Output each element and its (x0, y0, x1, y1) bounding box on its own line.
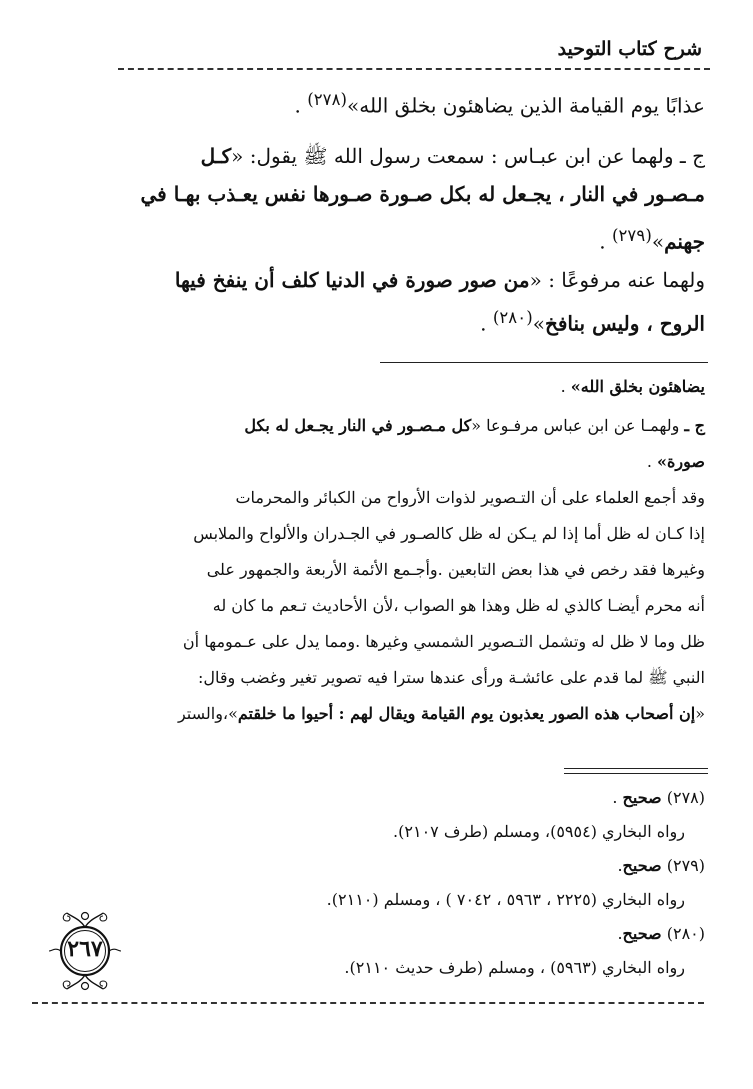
footnote-2-end: . (617, 856, 623, 875)
footnote-1-grade: صحيح (622, 788, 662, 807)
commentary-line-3: صورة» . (646, 452, 705, 471)
commentary-line-4: وقد أجمع العلماء على أن التـصوير لذوات الأرواح من الكبائر والمحرمات (235, 488, 705, 507)
main-line-6: الروح ، وليس بنافخ»$^{(٢٨٠)}$ . (480, 308, 705, 336)
footnote-1-end: . (612, 788, 623, 807)
footnote-2-number: (٢٧٩) (666, 856, 705, 875)
commentary-line-10: «إن أصحاب هذه الصور يعذبون يوم القيامة ويقال لهم : أحيوا ما خلقتم»،والستر (177, 704, 705, 723)
footnote-2-source: رواه البخاري (٢٢٢٥ ، ٥٩٦٣ ، ٧٠٤٢ ) ، ومسلم (٢١١٠). (326, 890, 685, 909)
footnote-3-grade: صحيح (622, 924, 662, 943)
commentary-line-2: ج ـ ولهمـا عن ابن عباس مرفـوعا «كل مـصـور في النار يجـعل له بكل (244, 416, 705, 435)
footnote-3-source: رواه البخاري (٥٩٦٣) ، ومسلم (طرف حديث ٢١١٠). (344, 958, 685, 977)
footnote-rule-top (564, 768, 708, 769)
footnote-3-number: (٢٨٠) (666, 924, 705, 943)
main-line-5: ولهما عنه مرفوعًا : «من صور صورة في الدنيا كلف أن ينفخ فيها (174, 268, 705, 292)
commentary-line-7: أنه محرم أيضـا كالذي له ظل وهذا هو الصواب ،لأن الأحاديث تـعم ما كان له (212, 596, 705, 615)
commentary-line-9: النبي ﷺ لما قدم على عائشـة ورأى عندها سترا فيه تصوير تغير وغضب وقال: (197, 668, 705, 687)
footnote-3-end: . (617, 924, 623, 943)
page-number: ٢٦٧ (67, 936, 103, 962)
commentary-line-1: يضاهئون بخلق الله» . (560, 377, 705, 396)
main-line-2: ج ـ ولهما عن ابن عبـاس : سمعت رسول الله ﷺ يقول: «كـل (200, 144, 705, 168)
commentary-line-5: إذا كـان له ظل أما إذا لم يـكن له ظل كالصـور في الجـدران والألواح والملابس (193, 524, 705, 543)
commentary-separator (380, 362, 708, 363)
footnote-2-heading (617, 856, 705, 875)
commentary-line-8: ظل وما لا ظل له وتشمل التـصوير الشمسي وغيرها .ومما يدل على عـمومها أن (182, 632, 705, 651)
footnote-rule-bottom (564, 773, 708, 774)
main-line-1: عذابًا يوم القيامة الذين يضاهئون بخلق الله»$^{(٢٧٨)}$ . (294, 90, 705, 118)
main-line-3: مـصـور في النار ، يجـعل له بكل صـورة صـورها نفس يعـذب بهـا في (140, 182, 705, 206)
footnote-1-heading (612, 788, 705, 807)
main-line-4: جهنم»$^{(٢٧٩)}$ . (599, 226, 705, 254)
footer-dashed-rule (32, 1002, 704, 1004)
header-dashed-rule (118, 68, 710, 70)
commentary-line-6: وغيرها فقد رخص في هذا بعض التابعين .وأجـمع الأئمة الأربعة والجمهور على (206, 560, 705, 579)
footnote-2-grade: صحيح (622, 856, 662, 875)
running-header-title: شرح كتاب التوحيد (557, 38, 702, 60)
footnote-1-number: (٢٧٨) (666, 788, 705, 807)
footnote-3-heading (617, 924, 705, 943)
footnote-1-source: رواه البخاري (٥٩٥٤)، ومسلم (طرف ٢١٠٧). (393, 822, 685, 841)
